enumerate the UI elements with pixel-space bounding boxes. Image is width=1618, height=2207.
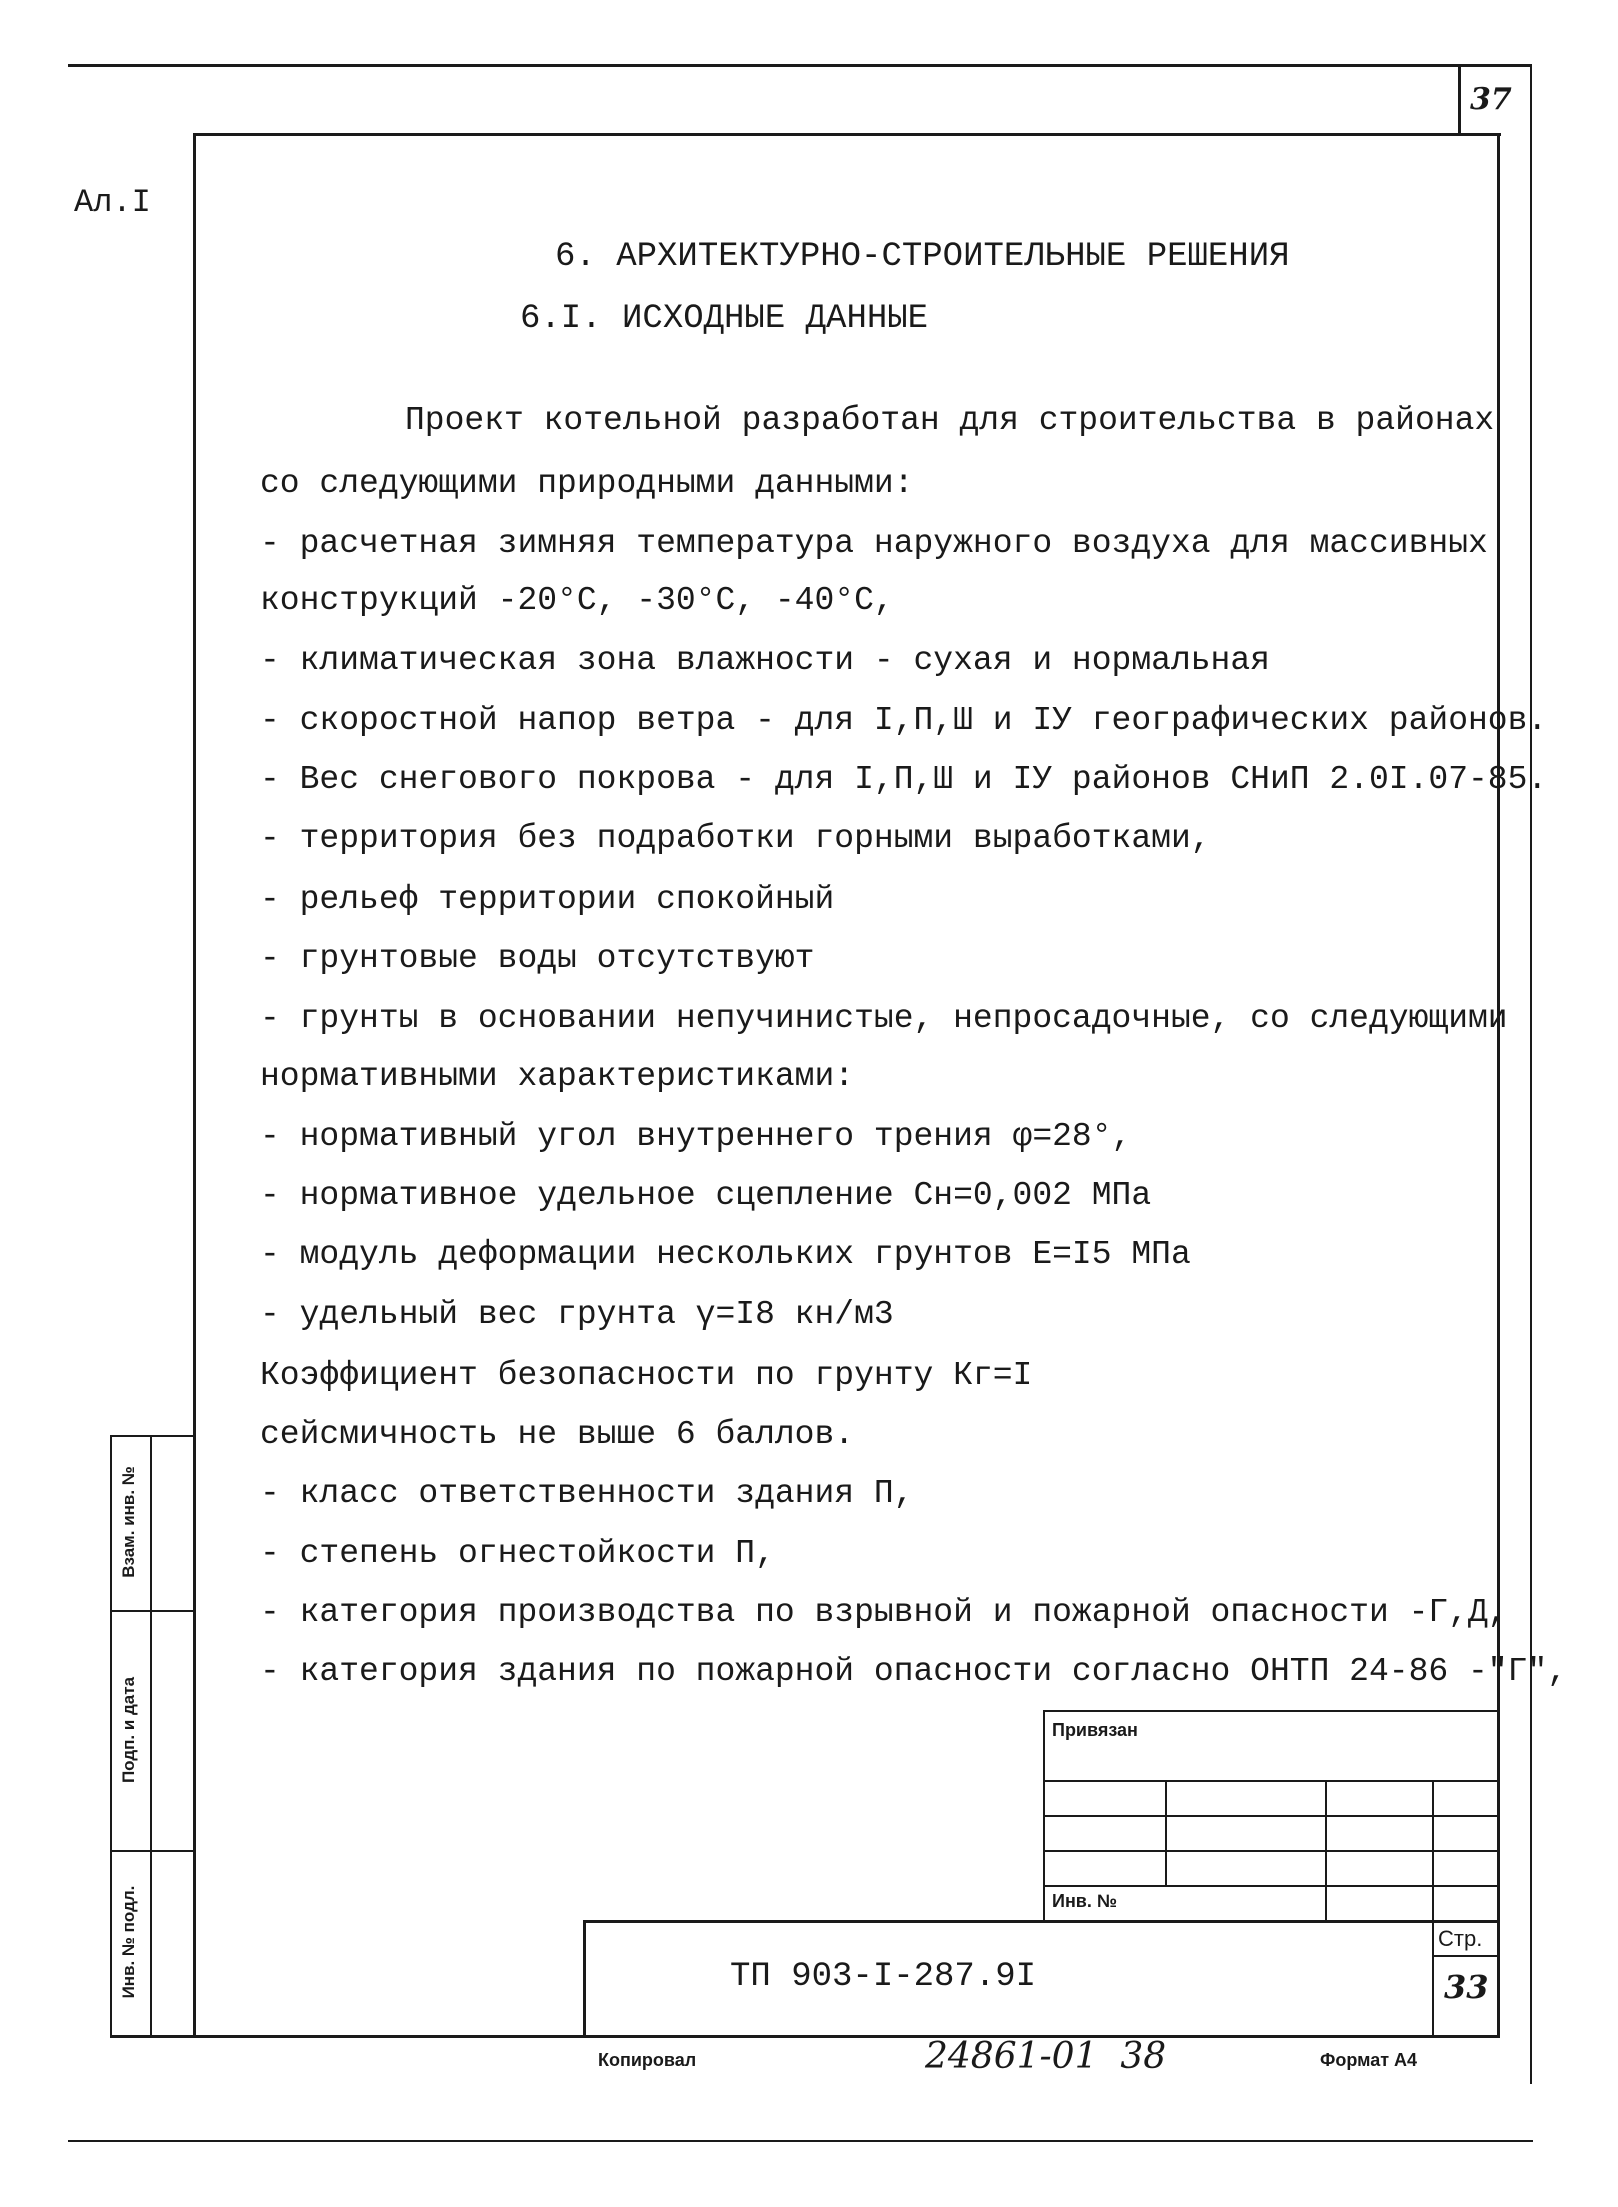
side-stamp-replace-inv: Взам. инв. № (119, 1466, 138, 1578)
tb-lower-top (583, 1920, 1500, 1923)
body-line: - категория здания по пожарной опасности согласно ОНТП 24-86 -"Г", (260, 1653, 1568, 1690)
body-line: - Вес снегового покрова - для I,П,Ш и IУ районов СНиП 2.0I.07-85. (260, 761, 1548, 798)
body-line: нормативными характеристиками: (260, 1058, 855, 1095)
tb-page-divider (1432, 1955, 1500, 1957)
side-stamp-inner (150, 1435, 152, 2038)
footer-copied-label: Копировал (598, 2050, 697, 2070)
body-line: - скоростной напор ветра - для I,П,Ш и IУ географических районов. (260, 702, 1548, 739)
frame-right (1497, 133, 1500, 2038)
section-heading: 6. АРХИТЕКТУРНО-СТРОИТЕЛЬНЫЕ РЕШЕНИЯ (555, 238, 1290, 276)
footer-format-label: Формат А4 (1320, 2050, 1418, 2070)
body-line: - степень огнестойкости П, (260, 1535, 775, 1572)
side-stamp-inv-original: Инв. № подл. (119, 1885, 138, 1999)
body-line: - удельный вес грунта γ=I8 кн/м3 (260, 1296, 894, 1333)
tb-col3 (1432, 1780, 1434, 2035)
body-line: - расчетная зимняя температура наружного воздуха для массивных (260, 525, 1488, 562)
body-line: - климатическая зона влажности - сухая и нормальная (260, 642, 1270, 679)
frame-top (193, 133, 1501, 136)
body-line: - категория производства по взрывной и пожарной опасности -Г,Д, (260, 1594, 1508, 1631)
footer-handwritten-number: 24861-01 38 (925, 2036, 1167, 2077)
top-rule (68, 64, 1530, 67)
tb-col2 (1325, 1780, 1327, 1920)
side-stamp-left (110, 1435, 112, 2038)
frame-right-outer (1530, 64, 1532, 2084)
body-line: - грунты в основании непучинистые, непросадочные, со следующими (260, 1000, 1508, 1037)
side-stamp-div1 (110, 1610, 194, 1612)
tb-page-label: Стр. (1438, 1926, 1483, 1951)
body-line: - класс ответственности здания П, (260, 1475, 914, 1512)
body-line: конструкций -20°С, -30°С, -40°С, (260, 582, 894, 619)
sheet-number: 37 (1470, 82, 1512, 117)
frame-left (193, 133, 196, 2038)
bottom-rule (68, 2140, 1533, 2142)
document-designation: ТП 903-I-287.9I (730, 1958, 1037, 1996)
tb-page-value: 33 (1444, 1968, 1489, 2006)
tb-lower-left (583, 1920, 586, 2038)
body-line: Проект котельной разработан для строительства в районах (405, 402, 1495, 439)
tb-col1 (1165, 1780, 1167, 1885)
sheet-number-box-left (1458, 64, 1461, 134)
body-line: - рельеф территории спокойный (260, 881, 835, 918)
body-line: сейсмичность не выше 6 баллов. (260, 1416, 855, 1453)
body-line: - модуль деформации нескольких грунтов Е=I5 МПа (260, 1236, 1191, 1273)
body-line: Коэффициент безопасности по грунту Кг=I (260, 1357, 1033, 1394)
tb-upper-top (1043, 1710, 1500, 1712)
body-line: - территория без подработки горными выработками, (260, 820, 1211, 857)
body-line: - грунтовые воды отсутствуют (260, 940, 815, 977)
sheet-label: Ал.I (74, 184, 151, 221)
side-stamp-div2 (110, 1850, 194, 1852)
body-line: - нормативный угол внутреннего трения φ=28°, (260, 1118, 1132, 1155)
frame-bottom (110, 2035, 1500, 2038)
body-line: - нормативное удельное сцепление Сн=0,002 МПа (260, 1177, 1152, 1214)
side-stamp-sign-date: Подп. и дата (119, 1676, 138, 1784)
tb-inv-label: Инв. № (1052, 1891, 1117, 1911)
body-line: со следующими природными данными: (260, 465, 914, 502)
tb-privyazan-label: Привязан (1052, 1720, 1138, 1740)
subsection-heading: 6.I. ИСХОДНЫЕ ДАННЫЕ (520, 300, 929, 338)
